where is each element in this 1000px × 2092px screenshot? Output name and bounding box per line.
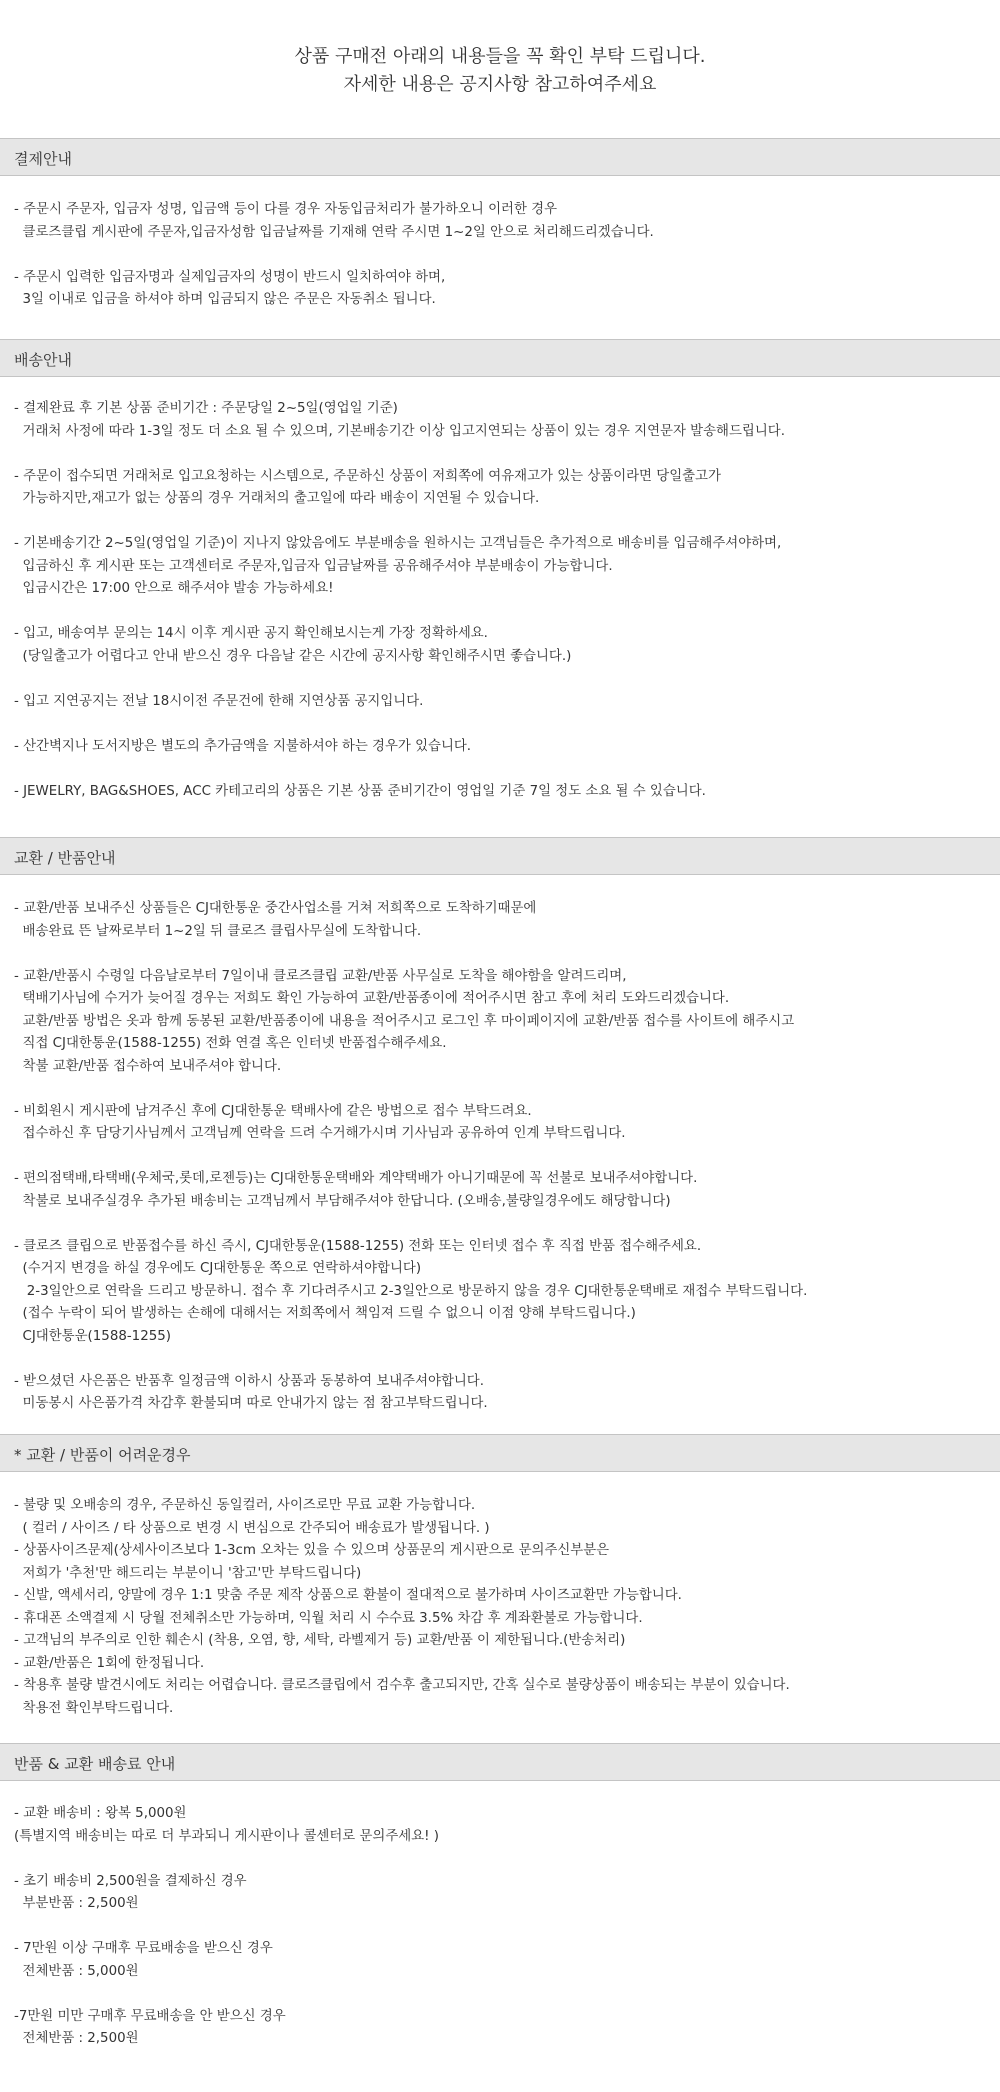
- notice-line: 클로즈클립 게시판에 주문자,입금자성함 입금날짜를 기재해 연락 주시면 1~2일 안으로 처리해드리겠습니다.: [14, 224, 654, 240]
- notice-line: (접수 누락이 되어 발생하는 손해에 대해서는 저희쪽에서 책임져 드릴 수 없으니 이점 양해 부탁드립니다.): [14, 1306, 636, 1321]
- notice-line: - 7만원 이상 구매후 무료배송을 받으신 경우: [14, 1941, 273, 1956]
- section-header-payment: [0, 138, 1000, 176]
- block-spacer: [14, 943, 986, 966]
- notice-line: -7만원 미만 구매후 무료배송을 안 받으신 경우: [14, 2008, 286, 2024]
- section-header-restrictions: [0, 1434, 1000, 1472]
- notice-line: - 상품사이즈문제(상세사이즈보다 1-3cm 오차는 있을 수 있으며 상품문의 게시판으로 문의주신부분은: [14, 1543, 610, 1558]
- notice-line: - 교환 배송비 : 왕복 5,000원: [14, 1806, 187, 1821]
- notice-line: - 입고, 배송여부 문의는 14시 이후 게시판 공지 확인해보시는게 가장 정확하세요.: [14, 626, 488, 641]
- notice-line: 착불로 보내주실경우 추가된 배송비는 고객님께서 부담해주셔야 한답니다. (오배송,불량일경우에도 해당합니다): [14, 1193, 671, 1209]
- intro-line-2: 자세한 내용은 공지사항 참고하여주세요: [343, 74, 657, 95]
- notice-line: (당일출고가 어렵다고 안내 받으신 경우 다음날 같은 시간에 공지사항 확인해주시면 좋습니다.): [14, 648, 572, 664]
- notice-line: 교환/반품 방법은 옷과 함께 동봉된 교환/반품종이에 내용을 적어주시고 로그인 후 마이페이지에 교환/반품 접수를 사이트에 해주시고: [14, 1013, 795, 1029]
- intro-notice: [0, 43, 1000, 99]
- notice-line: - 비회원시 게시판에 남겨주신 후에 CJ대한통운 택배사에 같은 방법으로 접수 부탁드려요.: [14, 1103, 532, 1119]
- notice-line: - 교환/반품 보내주신 상품들은 CJ대한통운 중간사업소를 거쳐 저희쪽으로 도착하기때문에: [14, 901, 537, 916]
- notice-line: ( 컬러 / 사이즈 / 타 상품으로 변경 시 변심으로 간주되어 배송료가 발생됩니다. ): [14, 1520, 490, 1536]
- notice-line: - 편의점택배,타택배(우체국,롯데,로젠등)는 CJ대한통운택배와 계약택배가 아니기때문에 꼭 선불로 보내주셔야합니다.: [14, 1171, 698, 1186]
- notice-line: 2-3일안으로 연락을 드리고 방문하니. 접수 후 기다려주시고 2-3일안으로 방문하지 않을 경우 CJ대한통운택배로 재접수 부탁드립니다.: [14, 1283, 808, 1299]
- notice-line: - JEWELRY, BAG&SHOES, ACC 카테고리의 상품은 기본 상품 준비기간이 영업일 기준 7일 정도 소요 될 수 있습니다.: [14, 783, 706, 799]
- notice-line: 전체반품 : 2,500원: [14, 2031, 139, 2046]
- notice-line: - 주문이 접수되면 거래처로 입고요청하는 시스템으로, 주문하신 상품이 저희쪽에 여유재고가 있는 상품이라면 당일출고가: [14, 468, 721, 484]
- block-spacer: [14, 1848, 986, 1871]
- notice-line: 3일 이내로 입금을 하셔야 하며 입금되지 않은 주문은 자동취소 됩니다.: [14, 292, 436, 307]
- block-spacer: [14, 758, 986, 781]
- notice-line: 접수하신 후 담당기사님께서 고객님께 연락을 드려 수거해가시며 기사님과 공유하여 인계 부탁드립니다.: [14, 1126, 626, 1141]
- notice-line: 저희가 '추천'만 해드리는 부분이니 '참고'만 부탁드립니다): [14, 1565, 362, 1581]
- block-spacer: [14, 668, 986, 691]
- notice-line: - 산간벽지나 도서지방은 별도의 추가금액을 지불하셔야 하는 경우가 있습니다.: [14, 738, 472, 754]
- block-spacer: [14, 601, 986, 624]
- block-spacer: [14, 1916, 986, 1939]
- notice-line: - 신발, 액세서리, 양말에 경우 1:1 맞춤 주문 제작 상품으로 환불이 절대적으로 불가하며 사이즈교환만 가능합니다.: [14, 1588, 682, 1603]
- section-header-exchange: [0, 837, 1000, 875]
- section-body-payment: [14, 199, 986, 312]
- notice-line: 입금하신 후 게시판 또는 고객센터로 주문자,입금자 입금날짜를 공유해주셔야 부분배송이 가능합니다.: [14, 558, 613, 574]
- notice-line: - 입고 지연공지는 전날 18시이전 주문건에 한해 지연상품 공지입니다.: [14, 693, 424, 709]
- section-title: 교환 / 반품안내: [14, 849, 116, 867]
- notice-line: (수거지 변경을 하실 경우에도 CJ대한통운 쪽으로 연락하셔야합니다): [14, 1261, 422, 1276]
- section-title: 결제안내: [14, 150, 72, 168]
- block-spacer: [14, 511, 986, 534]
- block-spacer: [14, 1983, 986, 2006]
- section-body-shipping: [14, 398, 986, 803]
- notice-line: 착불 교환/반품 접수하여 보내주셔야 합니다.: [14, 1058, 282, 1074]
- notice-line: 택배기사님에 수거가 늦어질 경우는 저희도 확인 가능하여 교환/반품종이에 적어주시면 참고 후에 처리 도와드리겠습니다.: [14, 991, 730, 1006]
- section-title: 반품 & 교환 배송료 안내: [14, 1755, 176, 1773]
- notice-line: 거래처 사정에 따라 1-3일 정도 더 소요 될 수 있으며, 기본배송기간 이상 입고지연되는 상품이 있는 경우 지연문자 발송해드립니다.: [14, 423, 785, 439]
- notice-line: - 기본배송기간 2~5일(영업일 기준)이 지나지 않았음에도 부분배송을 원하시는 고객님들은 추가적으로 배송비를 입금해주셔야하며,: [14, 536, 782, 551]
- block-spacer: [14, 713, 986, 736]
- block-spacer: [14, 1078, 986, 1101]
- notice-line: - 불량 및 오배송의 경우, 주문하신 동일컬러, 사이즈로만 무료 교환 가능합니다.: [14, 1498, 476, 1513]
- notice-line: 미동봉시 사은품가격 차감후 환불되며 따로 안내가지 않는 점 참고부탁드립니다.: [14, 1396, 488, 1411]
- notice-line: - 교환/반품은 1회에 한정됩니다.: [14, 1655, 205, 1671]
- notice-line: 배송완료 뜬 날짜로부터 1~2일 뒤 클로즈 클립사무실에 도착합니다.: [14, 923, 422, 939]
- notice-line: 부분반품 : 2,500원: [14, 1896, 139, 1911]
- notice-line: - 받으셨던 사은품은 반품후 일정금액 이하시 상품과 동봉하여 보내주셔야합니다.: [14, 1373, 485, 1389]
- notice-line: 전체반품 : 5,000원: [14, 1963, 139, 1979]
- section-body-restrictions: [14, 1495, 986, 1720]
- notice-line: 입금시간은 17:00 안으로 해주셔야 발송 가능하세요!: [14, 581, 334, 596]
- section-title: * 교환 / 반품이 어려운경우: [14, 1446, 191, 1464]
- block-spacer: [14, 244, 986, 267]
- notice-line: 직접 CJ대한통운(1588-1255) 전화 연결 혹은 인터넷 반품접수해주세요.: [14, 1036, 447, 1051]
- notice-line: - 교환/반품시 수령일 다음날로부터 7일이내 클로즈클립 교환/반품 사무실로 도착을 해야함을 알려드리며,: [14, 968, 627, 984]
- notice-line: - 주문시 주문자, 입금자 성명, 입금액 등이 다를 경우 자동입금처리가 불가하오니 이러한 경우: [14, 202, 558, 217]
- block-spacer: [14, 443, 986, 466]
- notice-line: - 클로즈 클립으로 반품접수를 하신 즉시, CJ대한통운(1588-1255) 전화 또는 인터넷 접수 후 직접 반품 접수해주세요.: [14, 1238, 702, 1254]
- notice-line: (특별지역 배송비는 따로 더 부과되니 게시판이나 콜센터로 문의주세요! ): [14, 1828, 439, 1844]
- section-title: 배송안내: [14, 351, 72, 369]
- notice-line: - 주문시 입력한 입금자명과 실제입금자의 성명이 반드시 일치하여야 하며,: [14, 269, 446, 285]
- section-header-fees: [0, 1743, 1000, 1781]
- intro-line-1: 상품 구매전 아래의 내용들을 꼭 확인 부탁 드립니다.: [294, 46, 706, 67]
- section-header-shipping: [0, 339, 1000, 377]
- section-body-exchange: [14, 898, 986, 1416]
- block-spacer: [14, 1213, 986, 1236]
- block-spacer: [14, 1348, 986, 1371]
- notice-line: - 초기 배송비 2,500원을 결제하신 경우: [14, 1873, 247, 1889]
- notice-line: 가능하지만,재고가 없는 상품의 경우 거래처의 출고일에 따라 배송이 지연될 수 있습니다.: [14, 491, 540, 506]
- notice-line: CJ대한통운(1588-1255): [14, 1328, 171, 1344]
- notice-line: - 결제완료 후 기본 상품 준비기간 : 주문당일 2~5일(영업일 기준): [14, 401, 398, 416]
- section-body-fees: [14, 1803, 986, 2051]
- block-spacer: [14, 1146, 986, 1169]
- notice-line: - 고객님의 부주의로 인한 훼손시 (착용, 오염, 향, 세탁, 라벨제거 등) 교환/반품 이 제한됩니다.(반송처리): [14, 1633, 626, 1648]
- notice-line: - 착용후 불량 발견시에도 처리는 어렵습니다. 클로즈클립에서 검수후 출고되지만, 간혹 실수로 불량상품이 배송되는 부분이 있습니다.: [14, 1678, 790, 1693]
- notice-line: - 휴대폰 소액결제 시 당월 전체취소만 가능하며, 익월 처리 시 수수료 3.5% 차감 후 계좌환불로 가능합니다.: [14, 1610, 643, 1626]
- notice-line: 착용전 확인부탁드립니다.: [14, 1700, 174, 1716]
